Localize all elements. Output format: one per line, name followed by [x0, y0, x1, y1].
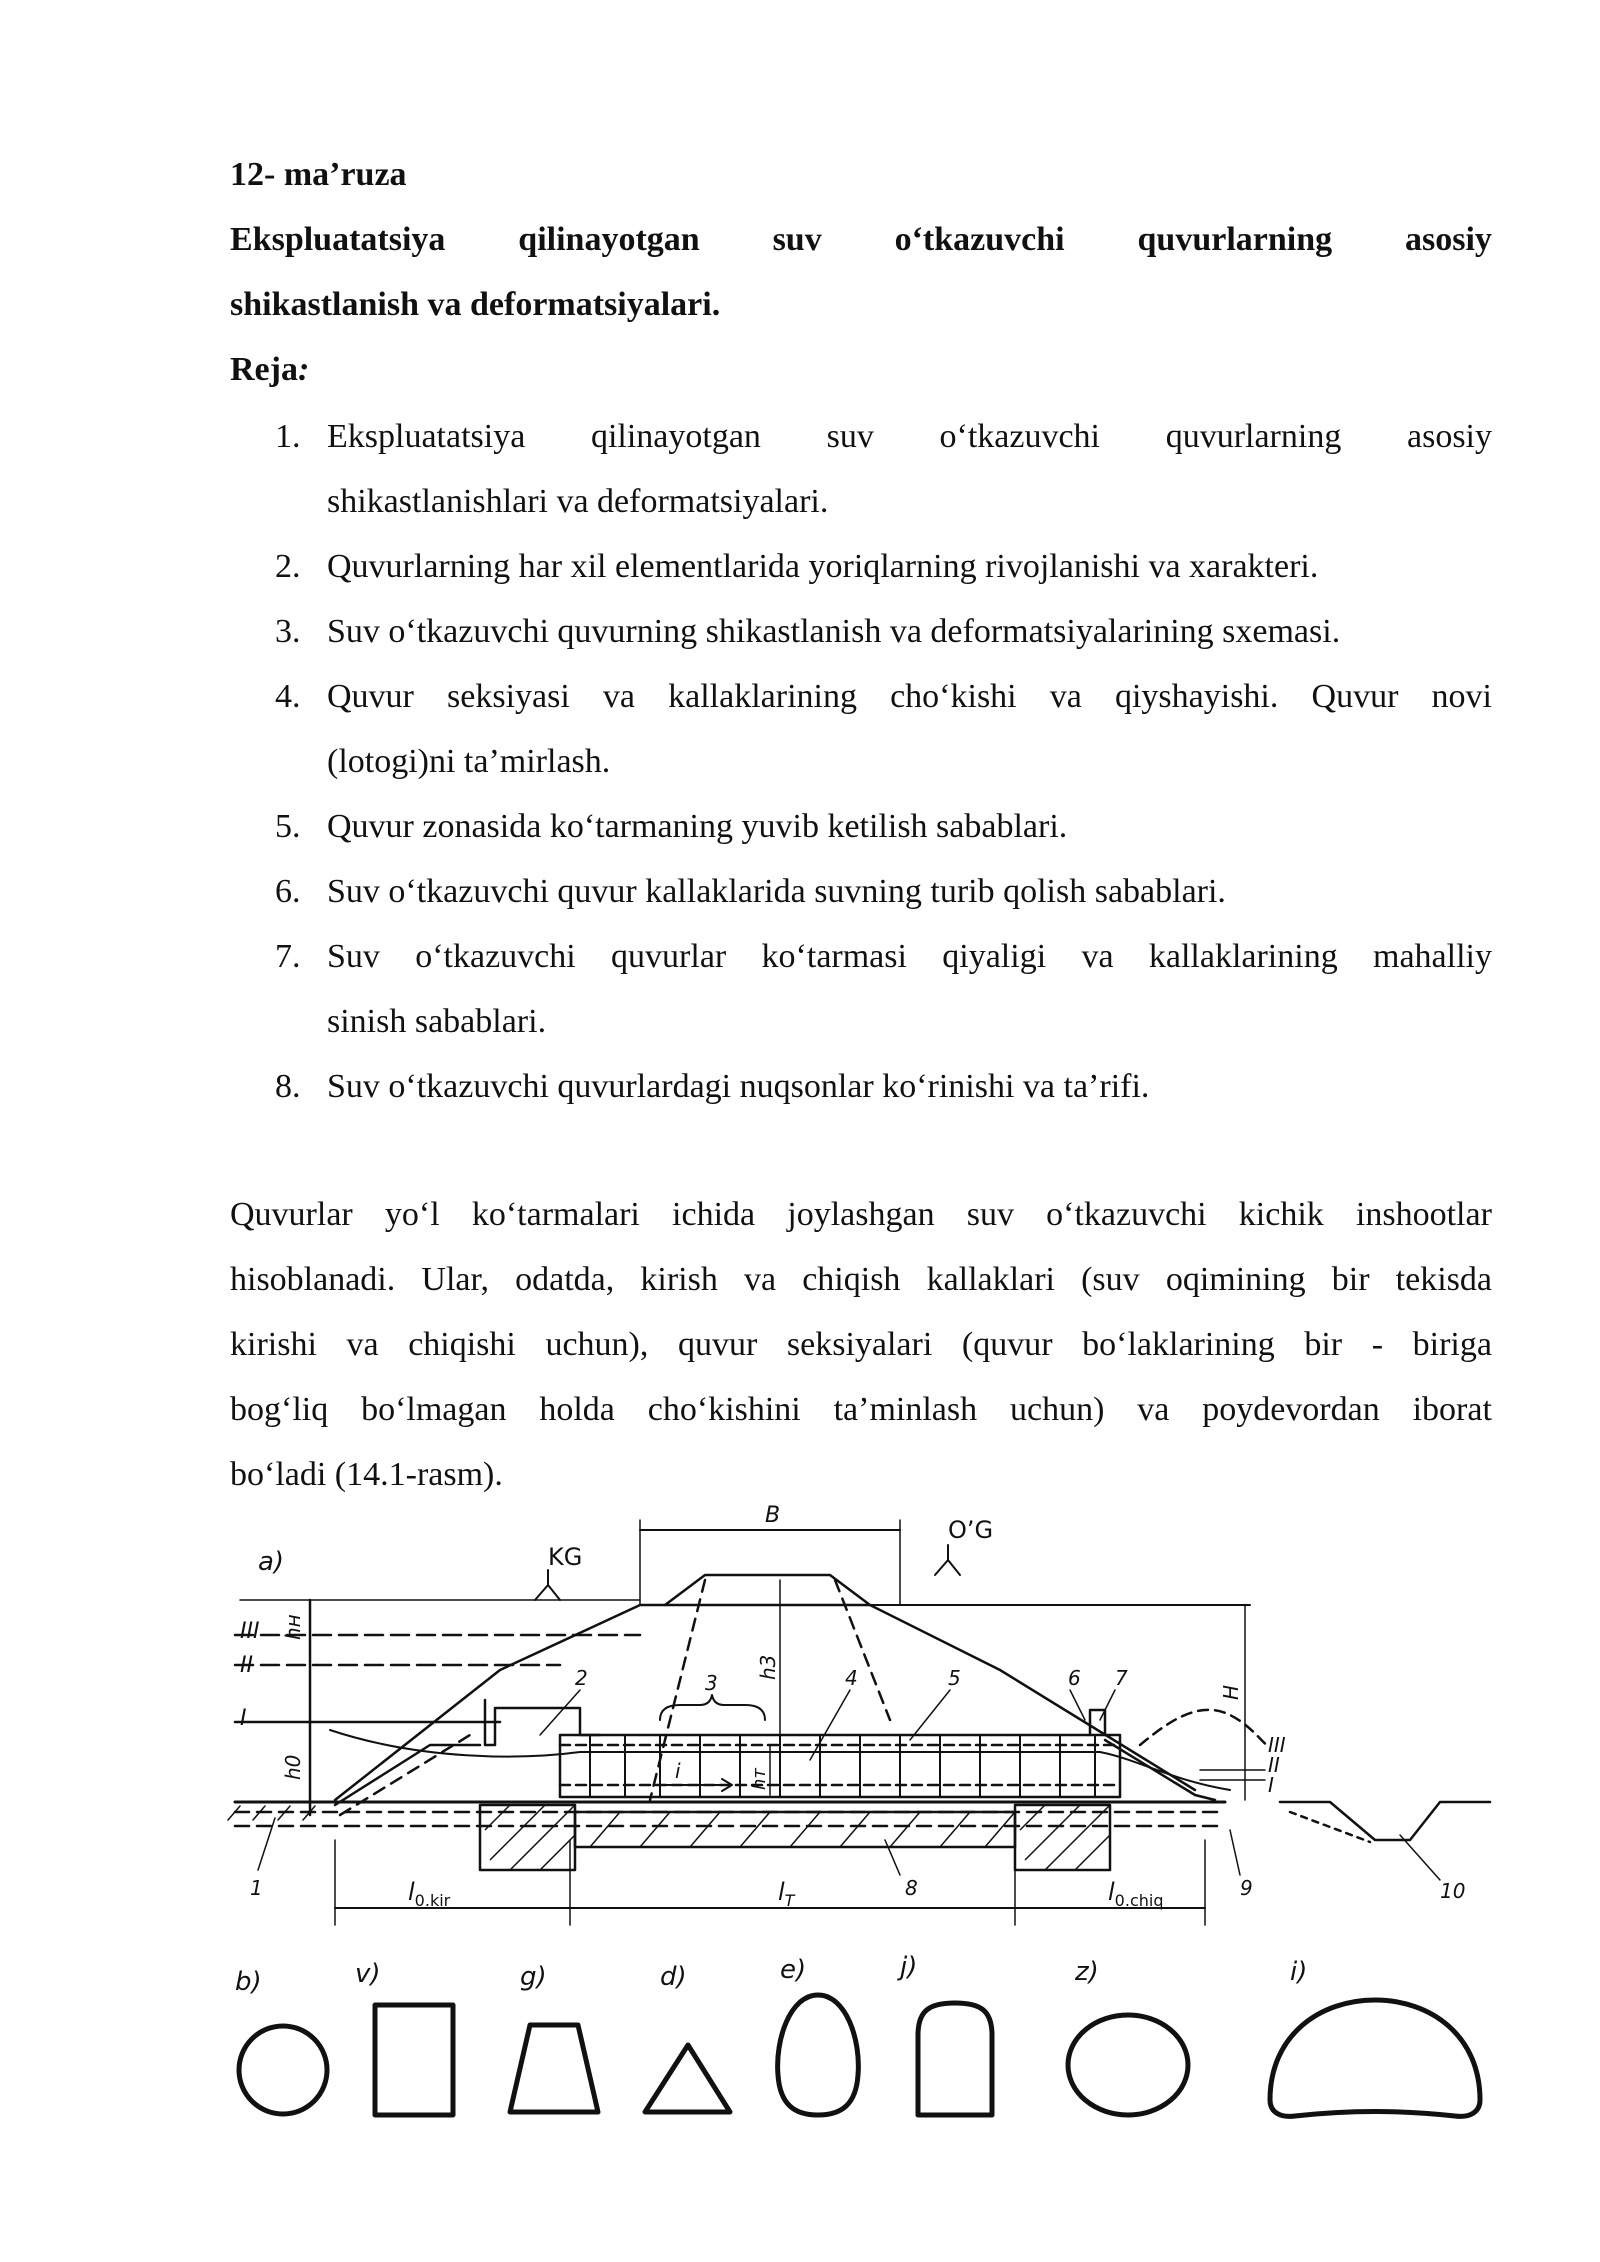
shape-label-v: v): [355, 1959, 381, 1989]
plan-item-text: Suv o‘tkazuvchi quvur kallaklarida suvning turib qolish sabablari.: [327, 873, 1226, 910]
callout-5: 5: [948, 1666, 961, 1690]
h3-label: h3: [756, 1654, 780, 1680]
callout-8: 8: [905, 1876, 918, 1900]
word: quvurlarning: [1137, 221, 1333, 258]
shape-arched-rect: [918, 2003, 992, 2115]
word: poydevordan: [1202, 1391, 1380, 1428]
word: seksiyalari: [786, 1326, 933, 1363]
panel-a-label: a): [258, 1547, 285, 1577]
plan-item-text: Quvur zonasida ko‘tarmaning yuvib ketilish sabablari.: [327, 808, 1068, 845]
title-line-2: shikastlanish va deformatsiyalari.: [230, 286, 721, 323]
word: o‘tkazuvchi: [939, 418, 1101, 455]
ht-label: hт: [749, 1768, 770, 1790]
word: seksiyasi: [447, 678, 570, 715]
h0-label: h0: [281, 1754, 305, 1780]
word: inshootlar: [1355, 1196, 1492, 1233]
word: o‘tkazuvchi: [894, 221, 1065, 258]
shape-label-g: g): [520, 1962, 547, 1992]
dim-kir-label: $l_{0.kir}$: [408, 1878, 451, 1910]
shape-label-z: z): [1075, 1957, 1099, 1987]
paragraph-line-last: bo‘ladi (14.1-rasm).: [230, 1456, 503, 1493]
word: mahalliy: [1373, 938, 1492, 975]
shape-label-b: b): [235, 1967, 262, 1997]
word: cho‘kishi: [890, 678, 1017, 715]
word: qiyshayishi.: [1114, 678, 1279, 715]
word: Ekspluatatsiya: [230, 221, 446, 258]
word: va: [346, 1326, 379, 1363]
shape-circle: [239, 2026, 327, 2114]
word: cho‘kishini: [647, 1391, 801, 1428]
word: (suv: [1081, 1261, 1140, 1298]
word: quvurlar: [611, 938, 727, 975]
word: quvurlarning: [1165, 418, 1342, 455]
shape-label-e: e): [780, 1955, 807, 1985]
callout-4: 4: [845, 1666, 858, 1690]
word: kirishi: [230, 1326, 317, 1363]
foundation-right: [1015, 1805, 1110, 1870]
word: bo‘lmagan: [361, 1391, 507, 1428]
word: bog‘liq: [230, 1391, 329, 1428]
plan-item-line: sinish sabablari.: [327, 1003, 547, 1040]
shape-vault: [1270, 2000, 1480, 2116]
dim-chiq-label: $l_{0.chiq}$: [1108, 1878, 1164, 1910]
word: biriga: [1412, 1326, 1492, 1363]
callout-9: 9: [1240, 1876, 1253, 1900]
word: kallaklari: [926, 1261, 1055, 1298]
callout-1: 1: [250, 1876, 263, 1900]
word: Suv: [327, 938, 380, 975]
level-right-1: I: [1268, 1773, 1274, 1797]
word: ko‘tarmasi: [761, 938, 907, 975]
shape-trapezoid: [510, 2025, 598, 2112]
word: Quvurlar: [230, 1196, 353, 1233]
word: bir: [1331, 1261, 1370, 1298]
plan-item-number: 3.: [275, 613, 301, 650]
word: -: [1371, 1326, 1384, 1363]
word: qiyaligi: [942, 938, 1047, 975]
word: Ular,: [421, 1261, 489, 1298]
word: va: [743, 1261, 777, 1298]
slope-label: i: [675, 1759, 681, 1783]
word: yo‘l: [384, 1196, 440, 1233]
plan-item-text: Quvurlarning har xil elementlarida yoriqlarning rivojlanishi va xarakteri.: [327, 548, 1319, 585]
word: bo‘laklarining: [1082, 1326, 1275, 1363]
lecture-label: 12- ma’ruza: [230, 156, 407, 193]
shape-rectangle: [375, 2005, 453, 2115]
hn-label: hн: [281, 1614, 305, 1640]
word: asosiy: [1405, 221, 1492, 258]
word: va: [602, 678, 636, 715]
plan-item-number: 1.: [275, 418, 301, 455]
plan-item-number: 7.: [275, 938, 301, 975]
word: uchun): [1009, 1391, 1105, 1428]
word: va: [1049, 678, 1082, 715]
word: asosiy: [1407, 418, 1492, 455]
plan-item-number: 4.: [275, 678, 301, 715]
word: qilinayotgan: [590, 418, 761, 455]
H-label: H: [1219, 1684, 1243, 1700]
level-left-2: II: [240, 1653, 253, 1678]
plan-item-number: 2.: [275, 548, 301, 585]
plan-item-number: 8.: [275, 1068, 301, 1105]
plan-item-text: Suv o‘tkazuvchi quvurning shikastlanish va deformatsiyalarining sxemasi.: [327, 613, 1341, 650]
word: kichik: [1238, 1196, 1324, 1233]
word: ichida: [672, 1196, 756, 1233]
plan-item-line: shikastlanishlari va deformatsiyalari.: [327, 483, 829, 520]
b-dimension-label: B: [765, 1503, 781, 1528]
word: va: [1137, 1391, 1170, 1428]
word: holda: [539, 1391, 615, 1428]
level-right-3: III: [1268, 1733, 1286, 1757]
word: qilinayotgan: [518, 221, 700, 258]
level-left-1: I: [240, 1706, 247, 1731]
shape-ovoid: [778, 1995, 859, 2115]
kg-label: KG: [548, 1543, 583, 1571]
word: kallaklarining: [1148, 938, 1338, 975]
word: hisoblanadi.: [230, 1261, 396, 1298]
shape-ellipse: [1068, 2015, 1188, 2115]
word: o‘tkazuvchi: [1046, 1196, 1207, 1233]
word: kirish: [640, 1261, 718, 1298]
word: ta’minlash: [833, 1391, 978, 1428]
callout-2: 2: [575, 1666, 588, 1690]
word: odatda,: [515, 1261, 615, 1298]
shape-label-j: j): [900, 1952, 918, 1982]
callout-7: 7: [1115, 1666, 1128, 1690]
plan-item-line: (lotogi)ni ta’mirlash.: [327, 743, 611, 780]
level-left-3: III: [240, 1619, 260, 1644]
dim-t-label: $l_T$: [778, 1878, 795, 1910]
word: tekisda: [1395, 1261, 1492, 1298]
level-right-2: II: [1268, 1753, 1280, 1777]
word: kallaklarining: [668, 678, 857, 715]
word: suv: [772, 221, 822, 258]
foundation-left: [480, 1805, 575, 1870]
shape-triangle: [645, 2045, 730, 2112]
plan-item-number: 5.: [275, 808, 301, 845]
word: uchun),: [545, 1326, 649, 1363]
callout-6: 6: [1068, 1666, 1081, 1690]
word: suv: [826, 418, 874, 455]
word: chiqish: [802, 1261, 901, 1298]
word: (quvur: [961, 1326, 1053, 1363]
shape-label-d: d): [660, 1962, 687, 1992]
word: suv: [966, 1196, 1014, 1233]
word: o‘tkazuvchi: [415, 938, 576, 975]
word: oqimining: [1165, 1261, 1306, 1298]
word: va: [1081, 938, 1114, 975]
word: novi: [1431, 678, 1492, 715]
word: iborat: [1412, 1391, 1492, 1428]
plan-label: Reja: [230, 351, 298, 388]
plan-item-number: 6.: [275, 873, 301, 910]
word: chiqishi: [408, 1326, 516, 1363]
callout-3: 3: [705, 1671, 718, 1695]
plan-item-text: Suv o‘tkazuvchi quvurlardagi nuqsonlar ko‘rinishi va ta’rifi.: [327, 1068, 1150, 1105]
word: ko‘tarmalari: [471, 1196, 640, 1233]
word: Ekspluatatsiya: [327, 418, 526, 455]
word: Quvur: [327, 678, 414, 715]
word: Quvur: [1311, 678, 1399, 715]
word: joylashgan: [787, 1196, 935, 1233]
word: quvur: [677, 1326, 758, 1363]
plan-colon: :: [297, 351, 310, 388]
callout-10: 10: [1440, 1879, 1466, 1903]
og-label: O’G: [948, 1516, 994, 1544]
word: bir: [1304, 1326, 1343, 1363]
shape-label-i: i): [1290, 1957, 1308, 1987]
inlet-head: [485, 1700, 600, 1745]
